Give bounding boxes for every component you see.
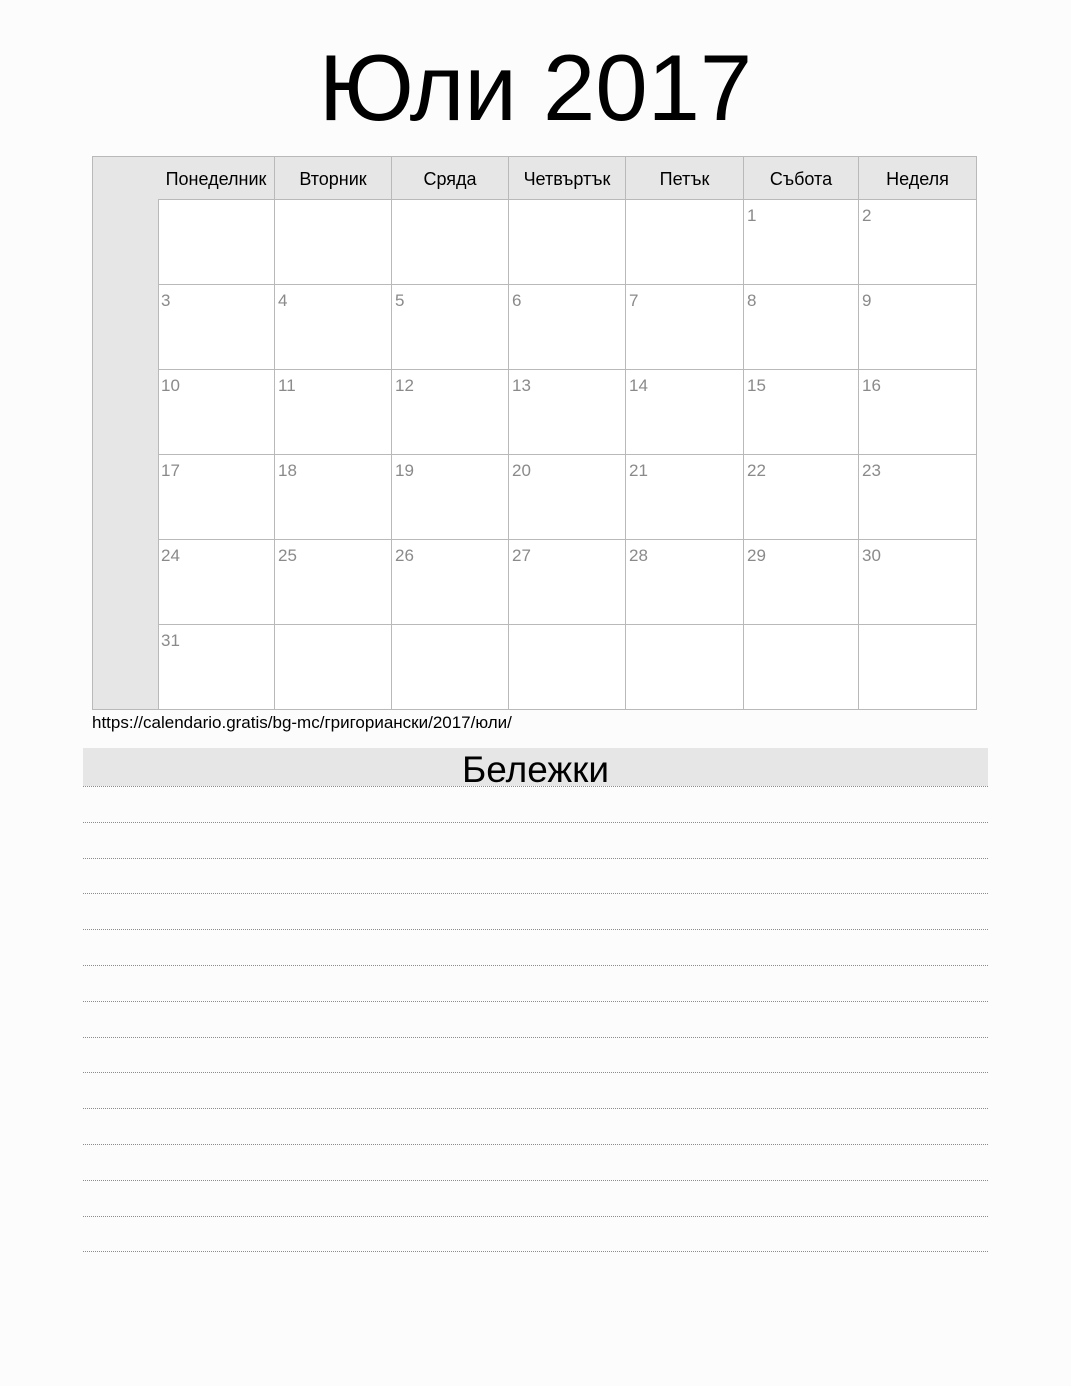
day-cell [744,455,859,539]
day-cell [158,200,275,284]
day-cell [158,625,275,709]
day-cell [509,370,626,454]
day-number: 11 [278,376,296,395]
week-row [158,625,976,709]
day-cell [392,625,509,709]
day-number: 10 [161,376,180,395]
day-number: 21 [629,461,648,480]
note-line [83,1037,988,1038]
note-line [83,786,988,787]
note-line [83,1216,988,1217]
day-number: 17 [161,461,180,480]
day-number: 30 [862,546,881,565]
day-cell [626,625,744,709]
day-number: 7 [629,291,639,310]
note-line [83,858,988,859]
day-cell [626,370,744,454]
day-number: 4 [278,291,288,310]
day-number: 27 [512,546,531,565]
days-grid [158,200,976,709]
day-cell [509,200,626,284]
day-number: 19 [395,461,414,480]
day-cell [626,540,744,624]
page-title: Юли 2017 [318,35,753,140]
day-cell [509,625,626,709]
day-number: 8 [747,291,757,310]
day-number: 2 [862,206,872,225]
day-number: 12 [395,376,414,395]
day-cell [158,540,275,624]
day-number: 20 [512,461,531,480]
day-cell [509,285,626,369]
week-row [158,540,976,625]
day-cell [859,455,976,539]
day-cell [392,285,509,369]
note-line [83,822,988,823]
day-number: 15 [747,376,766,395]
day-cell [275,455,392,539]
day-cell [626,285,744,369]
day-cell [158,370,275,454]
day-cell [859,200,976,284]
weekday-header-cell: Събота [744,157,859,199]
day-cell [509,540,626,624]
day-number: 28 [629,546,648,565]
day-number: 31 [161,631,180,650]
note-line [83,893,988,894]
day-cell [275,285,392,369]
notes-title: Бележки [83,748,988,786]
day-cell [275,200,392,284]
day-cell [392,540,509,624]
note-line [83,929,988,930]
source-url: https://calendario.gratis/bg-mc/григориански/2017/юли/ [92,713,512,732]
day-cell [744,625,859,709]
day-cell [859,285,976,369]
day-number: 16 [862,376,881,395]
day-cell [859,625,976,709]
day-cell [392,200,509,284]
day-number: 5 [395,291,405,310]
week-row [158,285,976,370]
note-line [83,1001,988,1002]
note-line [83,1072,988,1073]
day-cell [744,285,859,369]
day-cell [275,540,392,624]
day-cell [859,540,976,624]
weekday-header-cell: Неделя [886,169,949,189]
day-cell [626,200,744,284]
note-line [83,965,988,966]
day-cell [392,455,509,539]
day-number: 1 [747,206,757,225]
day-number: 13 [512,376,531,395]
day-cell [392,370,509,454]
weekday-header-cell: Сряда [392,157,509,199]
week-row [158,370,976,455]
day-cell [275,370,392,454]
day-number: 23 [862,461,881,480]
week-row [158,200,976,285]
day-number: 26 [395,546,414,565]
day-number: 14 [629,376,648,395]
weekday-header-cell: Петък [626,157,744,199]
note-line [83,1251,988,1252]
day-cell [744,540,859,624]
day-cell [275,625,392,709]
week-number-column [93,157,159,709]
day-cell [859,370,976,454]
note-line [83,1144,988,1145]
day-cell [509,455,626,539]
day-cell [158,285,275,369]
day-cell [626,455,744,539]
calendar-grid [92,156,977,710]
day-cell [744,370,859,454]
weekday-header-cell: Вторник [275,157,392,199]
day-cell [744,200,859,284]
note-line [83,1108,988,1109]
day-cell [158,455,275,539]
day-number: 3 [161,291,171,310]
week-row [158,455,976,540]
day-number: 22 [747,461,766,480]
day-number: 9 [862,291,872,310]
day-number: 25 [278,546,297,565]
weekday-header-cell: Четвъртък [509,157,626,199]
day-number: 24 [161,546,180,565]
day-number: 18 [278,461,297,480]
day-number: 6 [512,291,522,310]
day-number: 29 [747,546,766,565]
weekday-header-cell: Понеделник [158,157,275,199]
weekday-header [158,157,976,200]
note-line [83,1180,988,1181]
